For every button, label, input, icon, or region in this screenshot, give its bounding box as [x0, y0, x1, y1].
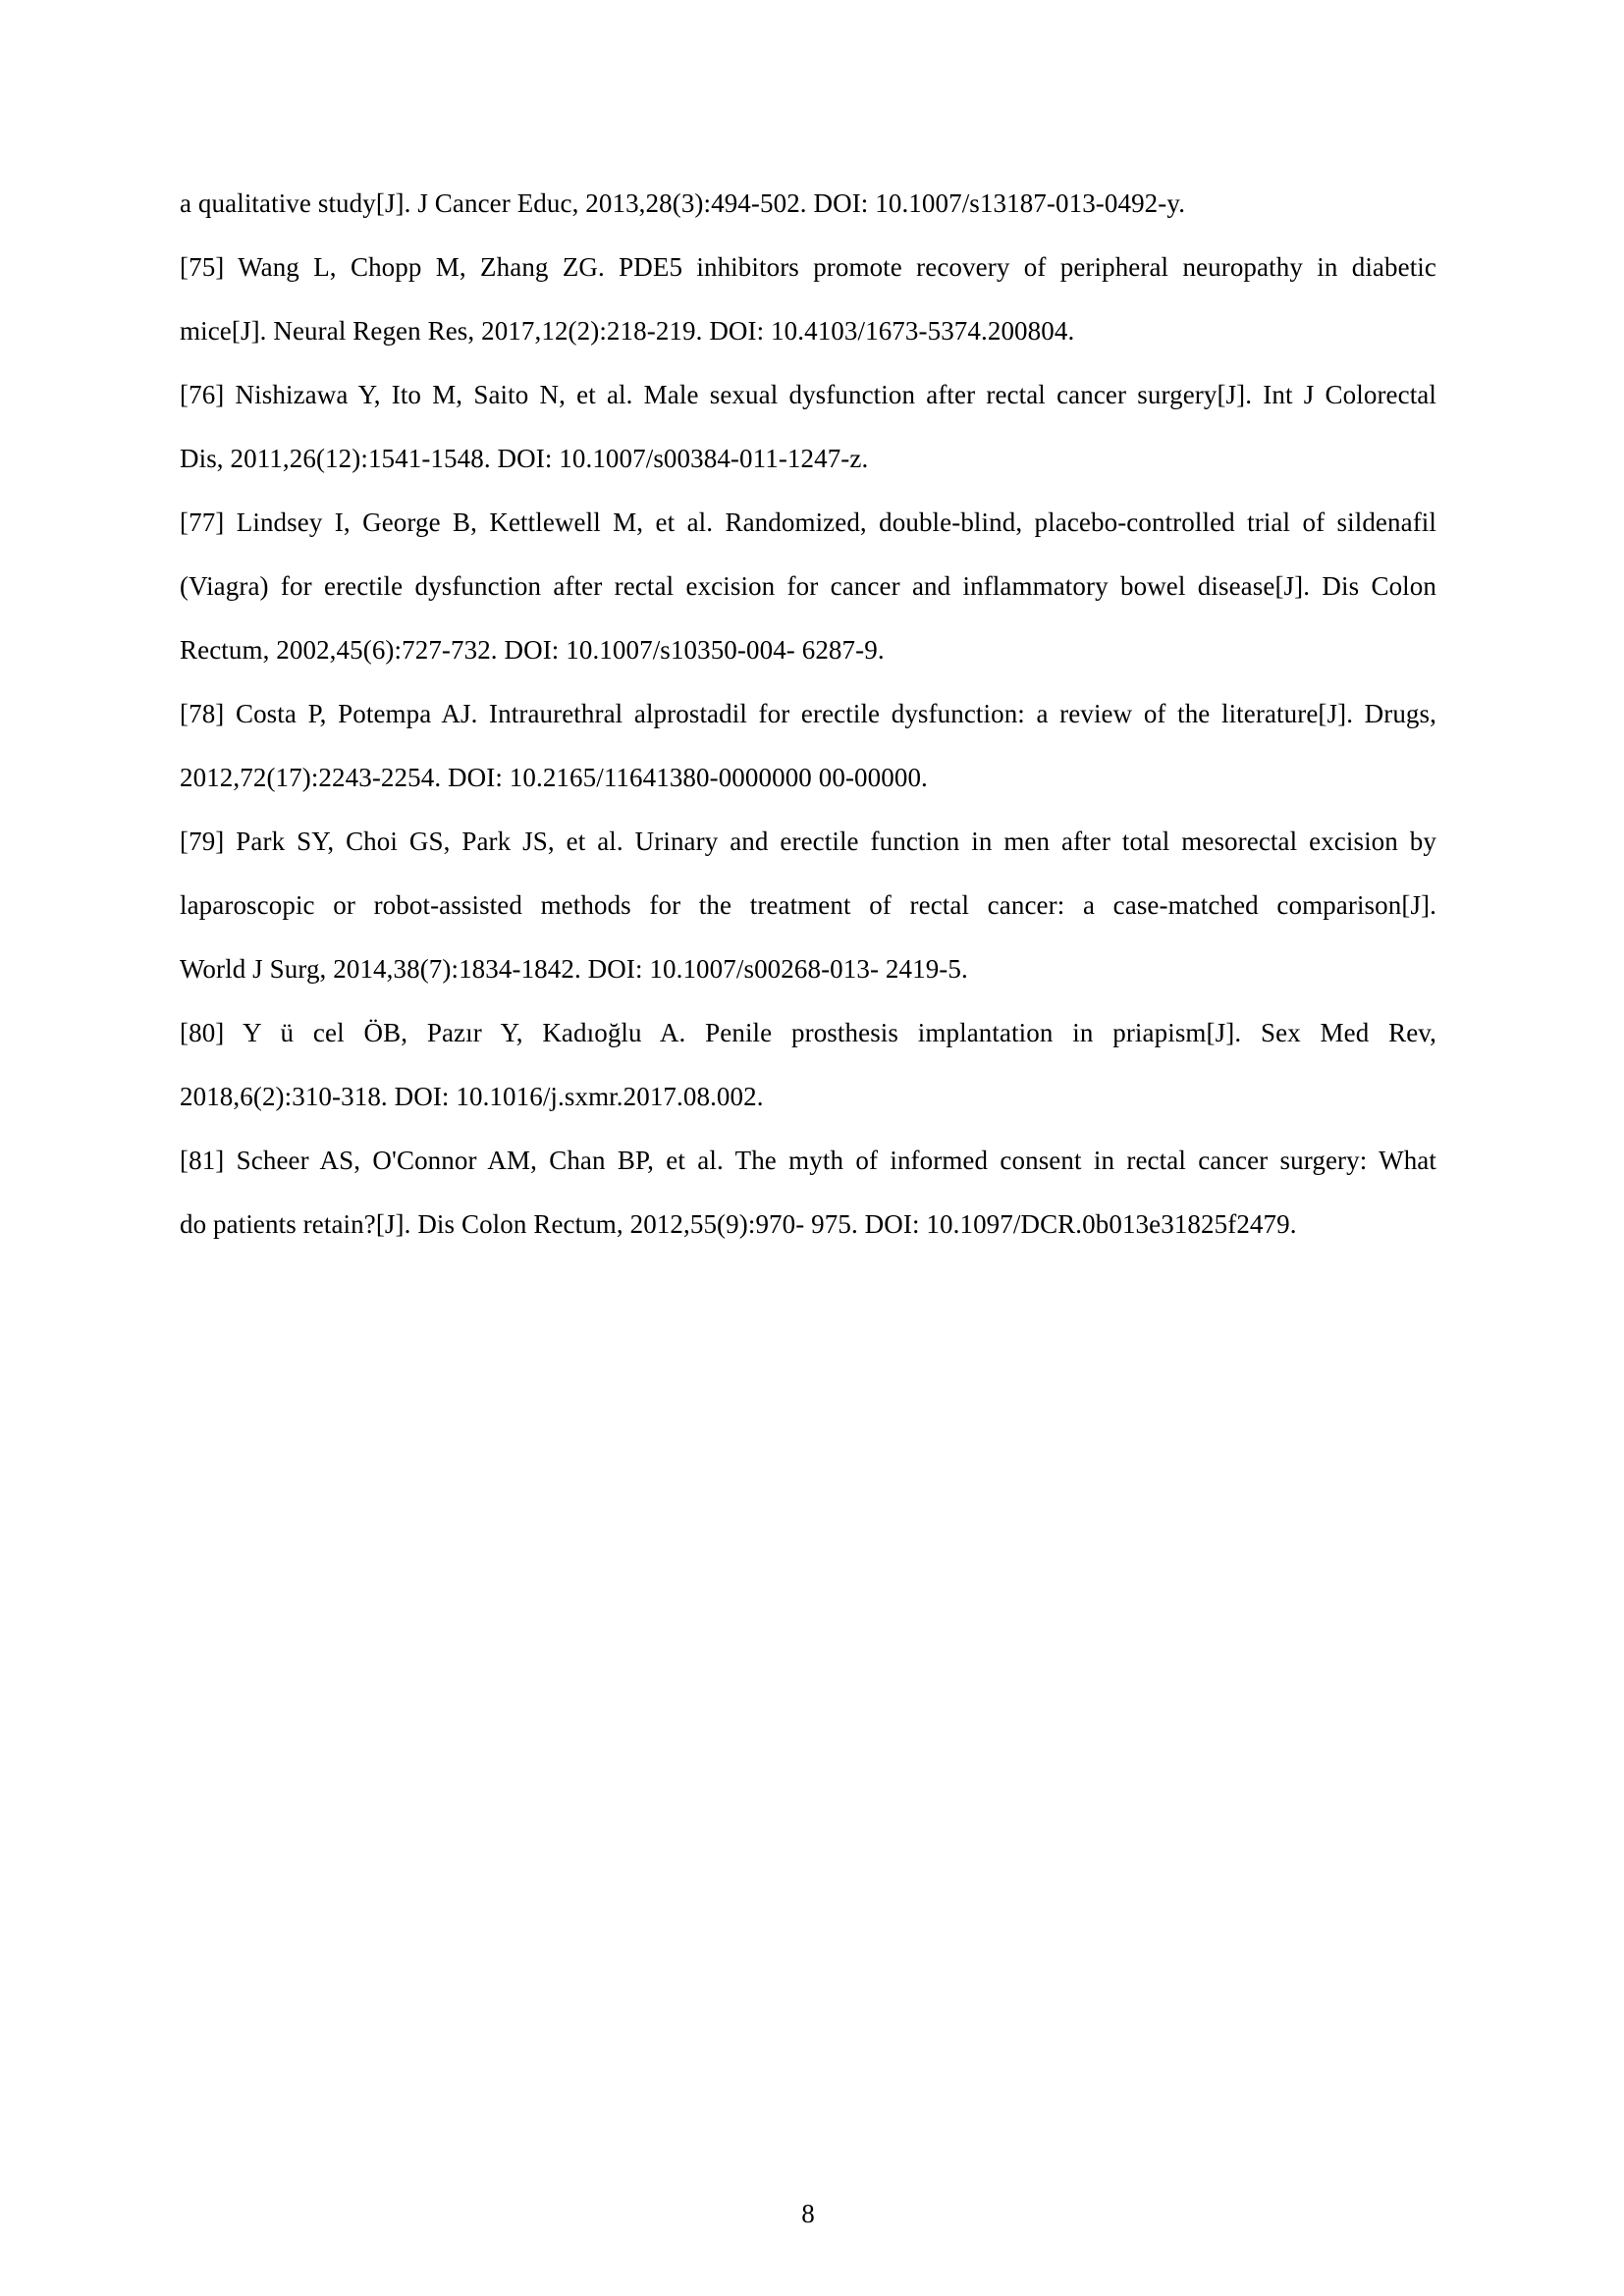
reference-item: [180, 363, 1436, 491]
reference-item: [180, 810, 1436, 1001]
reference-line: Dis, 2011,26(12):1541-1548. DOI: 10.1007/s00384-011-1247-z.: [180, 444, 869, 473]
reference-line: mice[J]. Neural Regen Res, 2017,12(2):218-219. DOI: 10.4103/1673-5374.200804.: [180, 316, 1075, 346]
reference-item: [180, 1001, 1436, 1129]
reference-line: World J Surg, 2014,38(7):1834-1842. DOI: 10.1007/s00268-013- 2419-5.: [180, 954, 968, 984]
reference-line: [77] Lindsey I, George B, Kettlewell M, et al. Randomized, double-blind, placebo-controlled trial of sildenafil: [180, 507, 1436, 537]
page-footer: [180, 2182, 1436, 2246]
reference-item: [180, 172, 1436, 236]
reference-line: [79] Park SY, Choi GS, Park JS, et al. Urinary and erectile function in men after total mesorectal excision by: [180, 827, 1436, 856]
reference-line: [76] Nishizawa Y, Ito M, Saito N, et al. Male sexual dysfunction after rectal cancer surgery[J]. Int J Colorectal: [180, 380, 1436, 409]
reference-line: [75] Wang L, Chopp M, Zhang ZG. PDE5 inhibitors promote recovery of peripheral neuropathy in diabetic: [180, 252, 1436, 282]
reference-line: laparoscopic or robot-assisted methods for the treatment of rectal cancer: a case-matched comparison[J].: [180, 890, 1436, 920]
reference-line: a qualitative study[J]. J Cancer Educ, 2013,28(3):494-502. DOI: 10.1007/s13187-013-0492-y.: [180, 188, 1186, 218]
reference-item: [180, 1129, 1436, 1256]
reference-line: (Viagra) for erectile dysfunction after rectal excision for cancer and inflammatory bowel disease[J]. Dis Colon: [180, 571, 1436, 601]
reference-item: [180, 682, 1436, 810]
reference-line: 2012,72(17):2243-2254. DOI: 10.2165/11641380-0000000 00-00000.: [180, 763, 928, 792]
reference-item: [180, 491, 1436, 682]
reference-line: [81] Scheer AS, O'Connor AM, Chan BP, et al. The myth of informed consent in rectal cancer surgery: What: [180, 1146, 1436, 1175]
reference-line: do patients retain?[J]. Dis Colon Rectum, 2012,55(9):970- 975. DOI: 10.1097/DCR.0b013e31825f2479.: [180, 1209, 1297, 1239]
reference-line: [78] Costa P, Potempa AJ. Intraurethral alprostadil for erectile dysfunction: a review of the literature[J]. Drugs,: [180, 699, 1436, 728]
reference-item: [180, 236, 1436, 363]
references-section: [180, 172, 1436, 1256]
reference-line: 2018,6(2):310-318. DOI: 10.1016/j.sxmr.2017.08.002.: [180, 1082, 764, 1111]
reference-line: [80] Y ü cel ÖB, Pazır Y, Kadıoğlu A. Penile prosthesis implantation in priapism[J]. Sex Med Rev,: [180, 1018, 1436, 1047]
page-number: 8: [801, 2199, 815, 2228]
reference-line: Rectum, 2002,45(6):727-732. DOI: 10.1007/s10350-004- 6287-9.: [180, 635, 885, 665]
